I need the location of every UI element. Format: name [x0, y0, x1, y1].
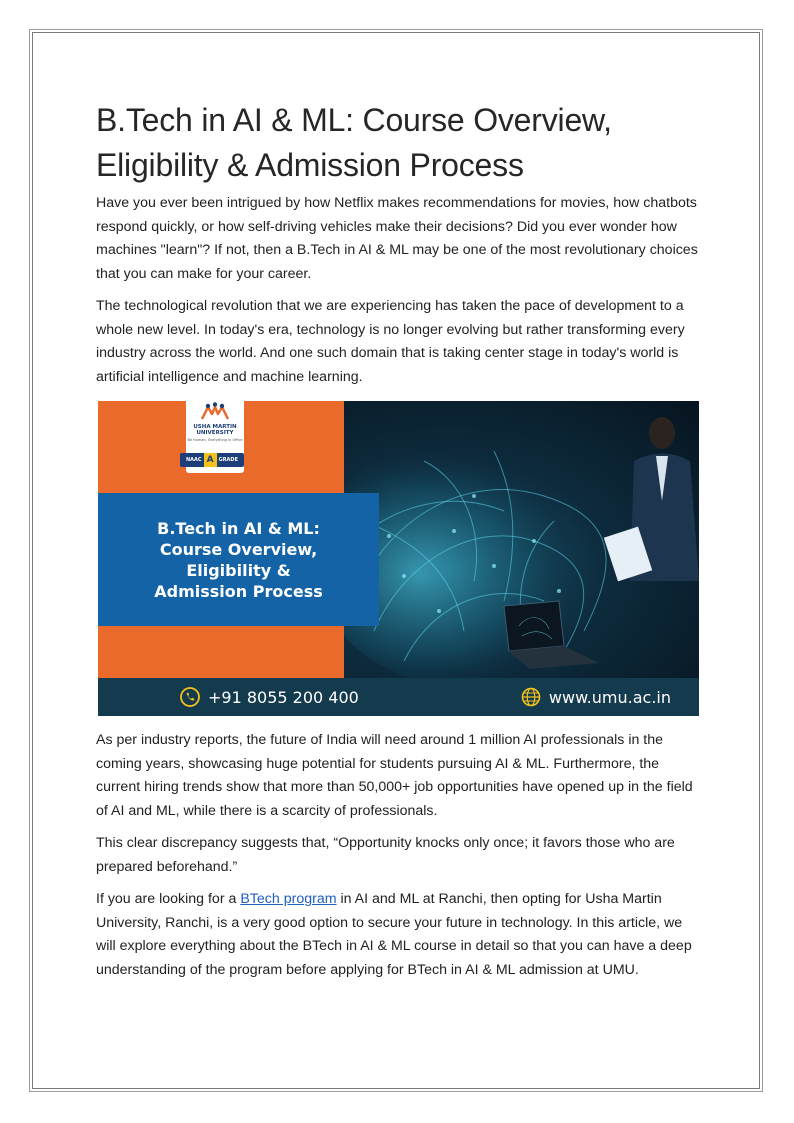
paragraph-umu-rest: in AI and ML at Ranchi, then opting for Usha Martin University, Ranchi, is a very good option to secure your future in technology. In this article, we will explore everything about the BTech in AI & ML course in detail so that you can have a deep understanding of the program before applying for BTech in AI & ML admission at UMU.: [96, 891, 692, 978]
article: [96, 98, 700, 991]
globe-icon: [521, 687, 541, 707]
university-logo-icon: [198, 401, 232, 423]
naac-grade: A: [204, 453, 217, 467]
banner-contact-bar: [98, 678, 699, 716]
banner-phone-number: +91 8055 200 400: [208, 687, 359, 707]
paragraph-revolution: The technological revolution that we are experiencing has taken the pace of development to a whole new level. In today's era, technology is no longer evolving but rather transforming every industry across the world. And one such domain that is taking center stage in today's world is artificial intelligence and machine learning.: [96, 298, 685, 385]
banner-heading-line-1: B.Tech in AI & ML:: [157, 518, 320, 538]
title-line-1: B.Tech in AI & ML: Course Overview,: [96, 102, 612, 138]
banner-heading-line-2: Course Overview,: [159, 539, 318, 559]
paragraph-quote: This clear discrepancy suggests that, “Opportunity knocks only once; it favors those who are prepared beforehand.”: [96, 835, 675, 875]
article-banner-image: [98, 401, 699, 716]
brain-network-graphic: [344, 401, 699, 678]
phone-icon: [180, 687, 200, 707]
banner-title-panel: [98, 493, 379, 626]
article-title: [96, 98, 700, 188]
naac-label: NAAC: [186, 457, 202, 463]
paragraph-industry-reports: As per industry reports, the future of India will need around 1 million AI professionals in the coming years, showcasing huge potential for students pursuing AI & ML. Furthermore, the current hiring trends show that more than 50,000+ job opportunities have opened up in the field of AI and ML, while there is a scarcity of professionals.: [96, 732, 693, 819]
naac-badge: [180, 453, 244, 467]
banner-heading-line-3: Eligibility &: [186, 560, 291, 580]
university-name: USHA MARTIN UNIVERSITY: [193, 424, 237, 436]
banner-phone: [180, 687, 359, 707]
banner-heading-line-4: Admission Process: [154, 581, 323, 601]
title-line-2: Eligibility & Admission Process: [96, 147, 524, 183]
btech-program-link[interactable]: BTech program: [240, 891, 337, 907]
grade-label: GRADE: [218, 457, 238, 463]
paragraph-umu: [96, 888, 700, 982]
person-illustration: [604, 417, 699, 581]
banner-website: [521, 687, 671, 707]
brain-illustration: [344, 401, 699, 678]
paragraph-umu-lead: If you are looking for a: [96, 891, 241, 907]
banner-website-url: www.umu.ac.in: [548, 687, 671, 707]
university-tagline: Be Human, Everything in Office: [187, 438, 243, 442]
banner-orange-block-bottom: [98, 626, 344, 678]
paragraph-intro: Have you ever been intrigued by how Netflix makes recommendations for movies, how chatbots respond quickly, or how self-driving vehicles make their decisions? Did you ever wonder how machines "learn"? If not, then a B.Tech in AI & ML may be one of the most revolutionary choices that you can make for your career.: [96, 195, 698, 282]
